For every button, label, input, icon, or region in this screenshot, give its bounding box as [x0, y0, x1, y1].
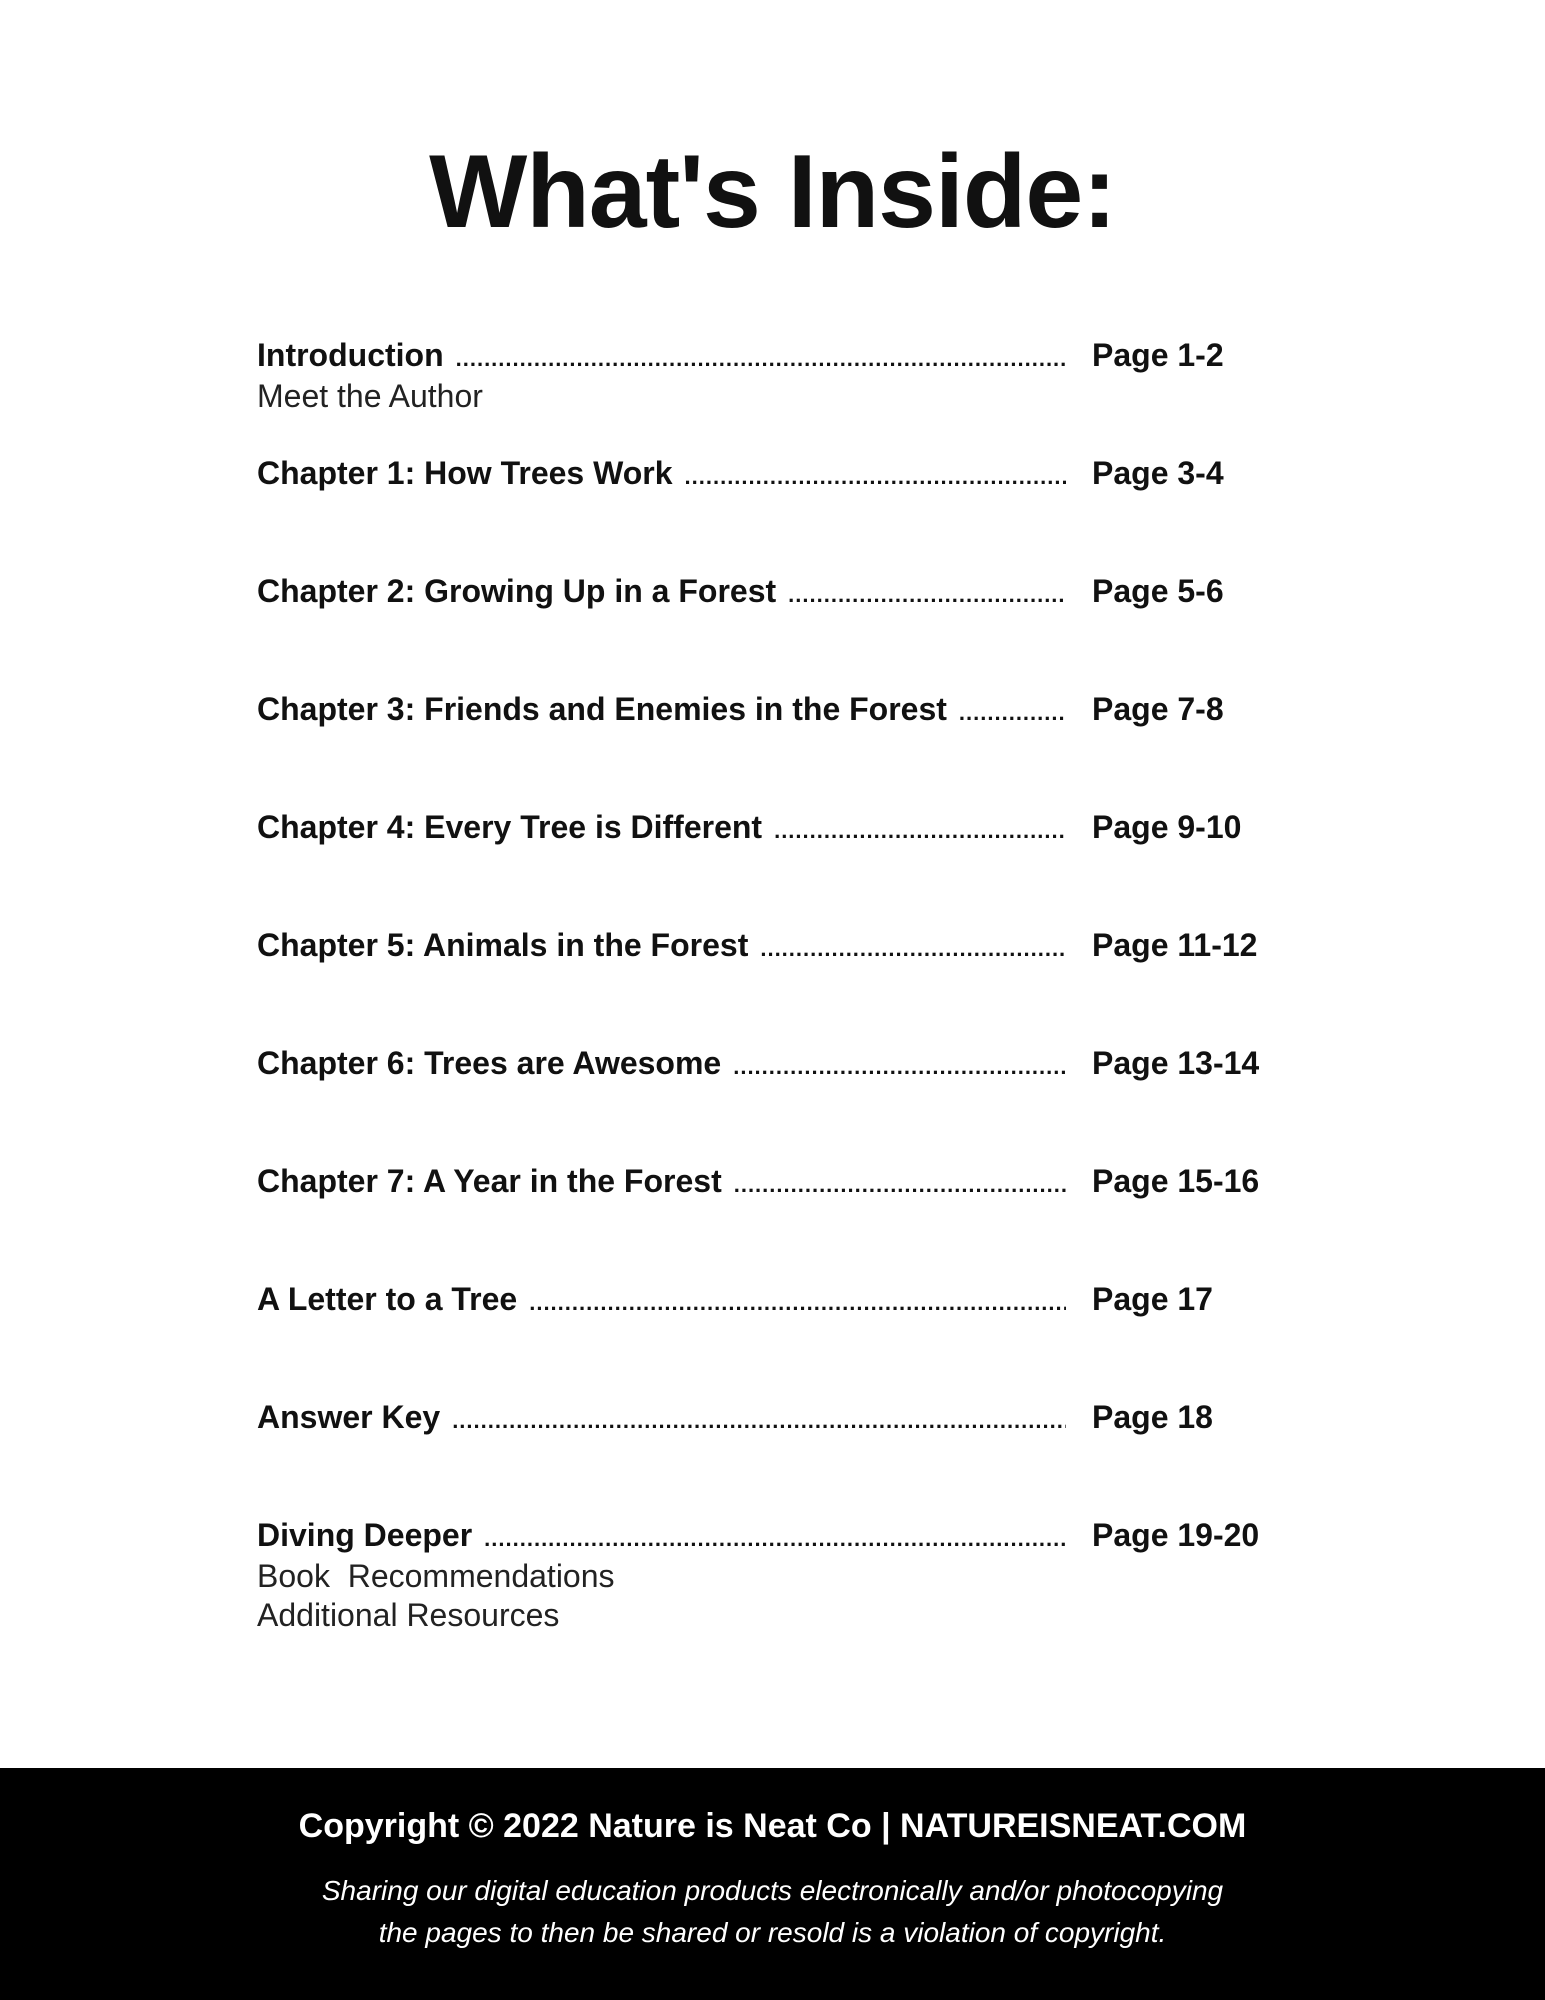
dot-leader	[959, 691, 1066, 735]
dot-leader	[774, 809, 1066, 853]
toc-entry-introduction	[257, 333, 1277, 416]
toc-entry-page: Page 19-20	[1092, 1517, 1260, 1553]
toc-entry-chapter-7	[257, 1159, 1277, 1203]
copyright-footer	[0, 1768, 1545, 2000]
toc-entry-chapter-6	[257, 1041, 1277, 1085]
toc-entry-chapter-1	[257, 451, 1277, 495]
toc-entry-chapter-5	[257, 923, 1277, 967]
dot-leader	[529, 1281, 1066, 1325]
toc-entry-answer-key	[257, 1395, 1277, 1439]
toc-entry-chapter-4	[257, 805, 1277, 849]
toc-entry-letter	[257, 1277, 1277, 1321]
toc-entry-title: Chapter 2: Growing Up in a Forest	[257, 573, 777, 609]
toc-entry-page: Page 5-6	[1092, 573, 1224, 609]
toc-entry-title: Chapter 6: Trees are Awesome	[257, 1045, 722, 1081]
toc-entry-page: Page 1-2	[1092, 337, 1224, 373]
toc-entry-page: Page 15-16	[1092, 1163, 1260, 1199]
dot-leader	[788, 573, 1066, 617]
toc-entry-chapter-3	[257, 687, 1277, 731]
toc-entry-chapter-2	[257, 569, 1277, 613]
toc-entry-title: Chapter 4: Every Tree is Different	[257, 809, 763, 845]
copyright-notice	[0, 1870, 1545, 1954]
notice-line: Sharing our digital education products electronically and/or photocopying	[321, 1875, 1224, 1906]
toc-entry-title: A Letter to a Tree	[257, 1281, 518, 1317]
dot-leader	[484, 1517, 1066, 1561]
toc-entry-page: Page 17	[1092, 1281, 1213, 1317]
toc-entry-title: Chapter 3: Friends and Enemies in the Forest	[257, 691, 947, 727]
notice-line: the pages to then be shared or resold is a violation of copyright.	[378, 1917, 1167, 1948]
dot-leader	[760, 927, 1066, 971]
page-title: What's Inside:	[429, 134, 1116, 250]
dot-leader	[456, 337, 1066, 381]
toc-entry-page: Page 9-10	[1092, 809, 1242, 845]
toc-entry-page: Page 11-12	[1092, 927, 1258, 963]
dot-leader	[734, 1163, 1066, 1207]
toc-subentry: Additional Resources	[257, 1597, 560, 1633]
toc-entry-diving-deeper	[257, 1513, 1277, 1635]
toc-entry-page: Page 7-8	[1092, 691, 1224, 727]
toc-entry-title: Diving Deeper	[257, 1517, 473, 1553]
toc-entry-page: Page 13-14	[1092, 1045, 1260, 1081]
toc-entry-page: Page 3-4	[1092, 455, 1224, 491]
dot-leader	[685, 455, 1066, 499]
toc-entry-title: Introduction	[257, 337, 444, 373]
toc-entry-title: Chapter 1: How Trees Work	[257, 455, 673, 491]
toc-entry-page: Page 18	[1092, 1399, 1213, 1435]
toc-entry-title: Chapter 7: A Year in the Forest	[257, 1163, 722, 1199]
toc-subentry: Meet the Author	[257, 378, 483, 414]
toc-entry-title: Answer Key	[257, 1399, 441, 1435]
toc-entry-title: Chapter 5: Animals in the Forest	[257, 927, 749, 963]
copyright-text: Copyright © 2022 Nature is Neat Co | NATUREISNEAT.COM	[298, 1807, 1247, 1845]
toc-subentry: Book Recommendations	[257, 1558, 615, 1594]
dot-leader	[733, 1045, 1066, 1089]
dot-leader	[452, 1399, 1066, 1443]
